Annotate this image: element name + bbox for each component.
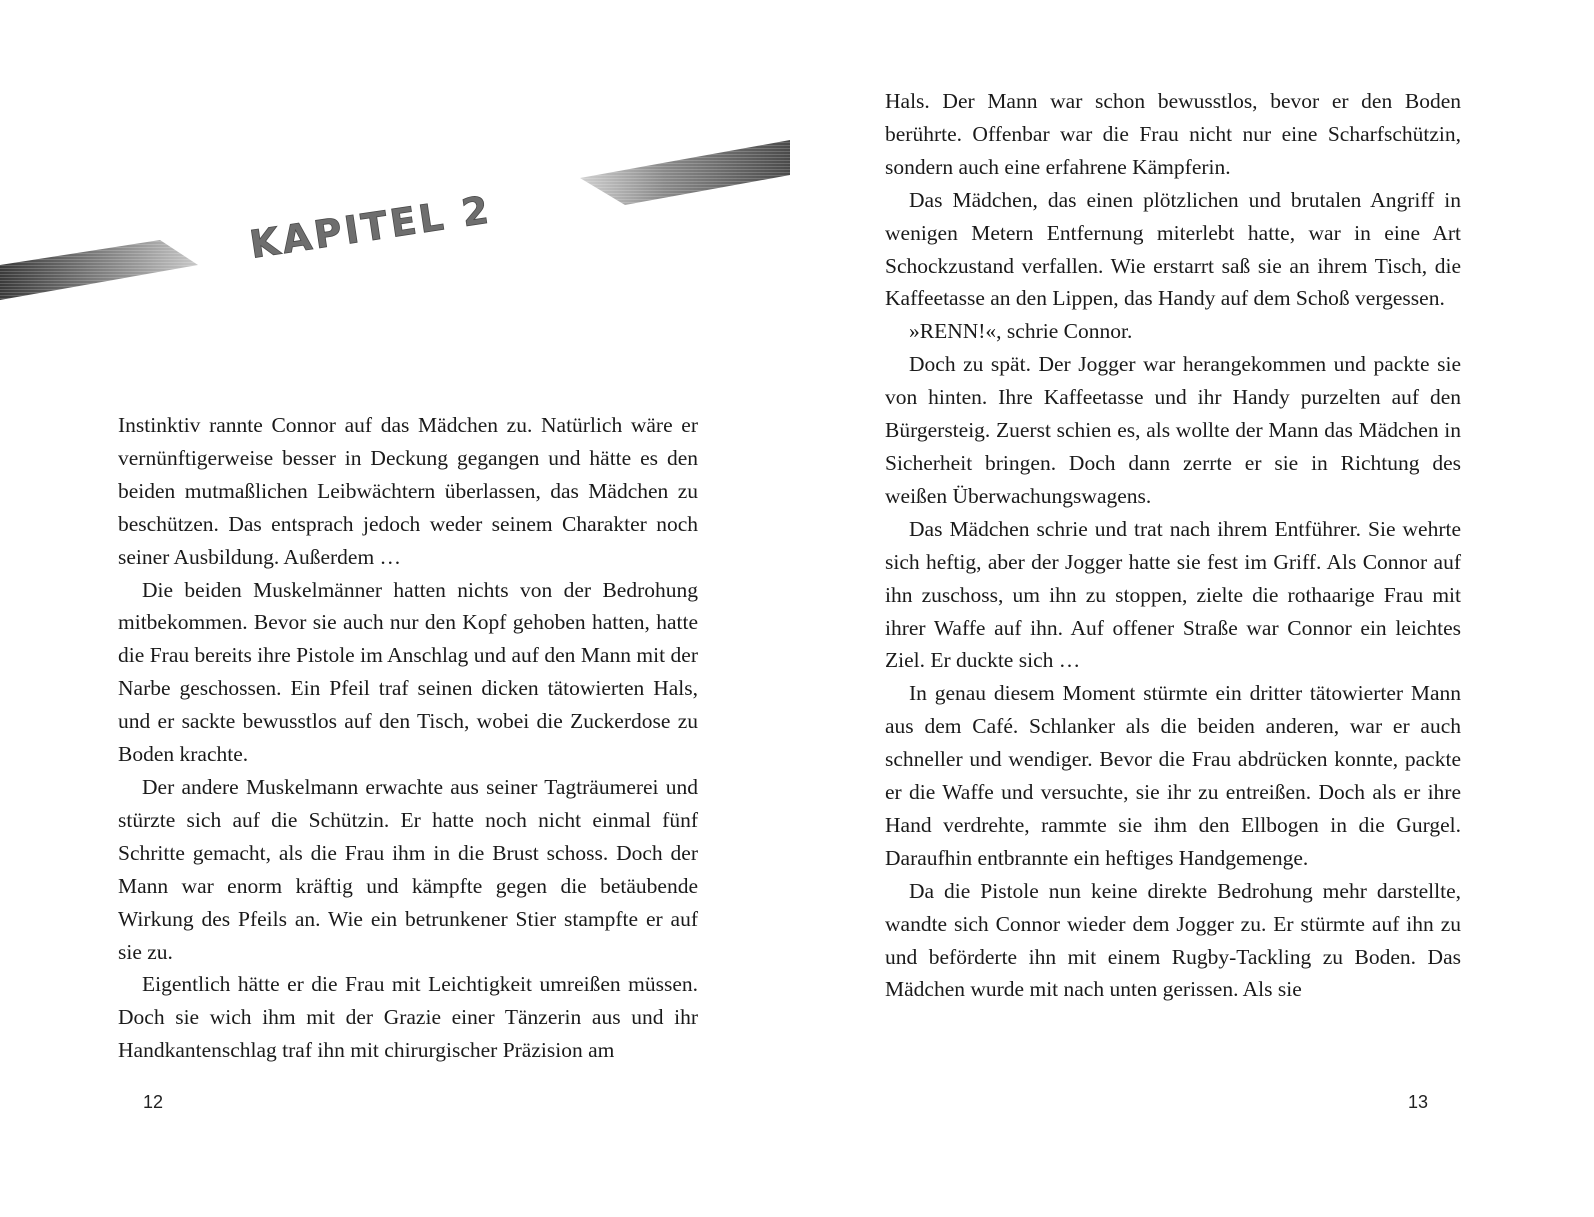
right-metal-stripe: [580, 140, 790, 205]
left-body-text: [118, 409, 698, 1067]
paragraph: Da die Pistole nun keine direkte Bedrohung mehr darstellte, wandte sich Connor wieder dem Jogger zu. Er stürmte auf ihn zu und beförderte ihn mit einem Rugby-Tackling zu Boden. Das Mädchen wurde mit nach unten gerissen. Als sie: [885, 878, 1461, 1002]
paragraph: Hals. Der Mann war schon bewusstlos, bevor er den Boden berührte. Offenbar war die Frau nicht nur eine Scharfschützin, sondern auch eine erfahrene Kämpferin.: [885, 89, 1461, 179]
paragraph: Doch zu spät. Der Jogger war herangekommen und packte sie von hinten. Ihre Kaffeetasse und ihr Handy purzelten auf den Bürgersteig. Zuerst schien es, als wollte der Mann das Mädchen in Sicherheit bringen. Doch dann zerrte er sie in Richtung des weißen Überwachungswagens.: [885, 352, 1461, 508]
chapter-title: KAPITEL 2: [246, 187, 495, 267]
paragraph: Eigentlich hätte er die Frau mit Leichtigkeit umreißen müssen. Doch sie wich ihm mit der Grazie einer Tänzerin aus und ihr Handkantenschlag traf ihn mit chirurgischer Präzision am: [118, 972, 698, 1063]
paragraph: Instinktiv rannte Connor auf das Mädchen zu. Natürlich wäre er vernünftigerweise besser in Deckung gegangen und hätte es den beiden mutmaßlichen Leibwächtern überlassen, das Mädchen zu beschützen. Das entsprach jedoch weder seinem Charakter noch seiner Ausbildung. Außerdem …: [118, 413, 698, 569]
paragraph: Das Mädchen schrie und trat nach ihrem Entführer. Sie wehrte sich heftig, aber der Jogger hatte sie fest im Griff. Als Connor auf ihn zuschoss, um ihn zu stoppen, zielte die rothaarige Frau mit ihrer Waffe auf ihn. Auf offener Straße war Connor ein leichtes Ziel. Er duckte sich …: [885, 516, 1461, 673]
right-page: [797, 0, 1594, 1217]
paragraph: Die beiden Muskelmänner hatten nichts von der Bedrohung mitbekommen. Bevor sie auch nur den Kopf gehoben hatten, hatte die Frau bereits ihre Pistole im Anschlag und auf den Mann mit der Narbe geschossen. Ein Pfeil traf seinen dicken tätowierten Hals, und er sackte bewusstlos auf den Tisch, wobei die Zuckerdose zu Boden krachte.: [118, 577, 698, 767]
paragraph: »RENN!«, schrie Connor.: [909, 319, 1133, 344]
left-metal-stripe: [0, 240, 198, 300]
chapter-heading-art: [0, 130, 797, 330]
right-body-text: [885, 85, 1461, 1006]
page-number-right: 13: [1408, 1092, 1429, 1112]
paragraph: In genau diesem Moment stürmte ein dritter tätowierter Mann aus dem Café. Schlanker als die beiden anderen, war er auch schneller und wendiger. Bevor die Frau abdrücken konnte, packte er die Waffe und versuchte, sie ihr zu entreißen. Doch als er ihre Hand verdrehte, rammte sie ihm den Ellbogen in die Gurgel. Daraufhin entbrannte ein heftiges Handgemenge.: [885, 681, 1461, 870]
paragraph: Das Mädchen, das einen plötzlichen und brutalen Angriff in wenigen Metern Entfernung miterlebt hatte, war in eine Art Schockzustand verfallen. Wie erstarrt saß sie an ihrem Tisch, die Kaffeetasse an den Lippen, das Handy auf dem Schoß vergessen.: [885, 187, 1461, 311]
paragraph: Der andere Muskelmann erwachte aus seiner Tagträumerei und stürzte sich auf die Schützin. Er hatte noch nicht einmal fünf Schritte gemacht, als die Frau ihm in die Brust schoss. Doch der Mann war enorm kräftig und kämpfte gegen die betäubende Wirkung des Pfeils an. Wie ein betrunkener Stier stampfte er auf sie zu.: [118, 774, 698, 964]
page-number-left: 12: [143, 1092, 164, 1112]
